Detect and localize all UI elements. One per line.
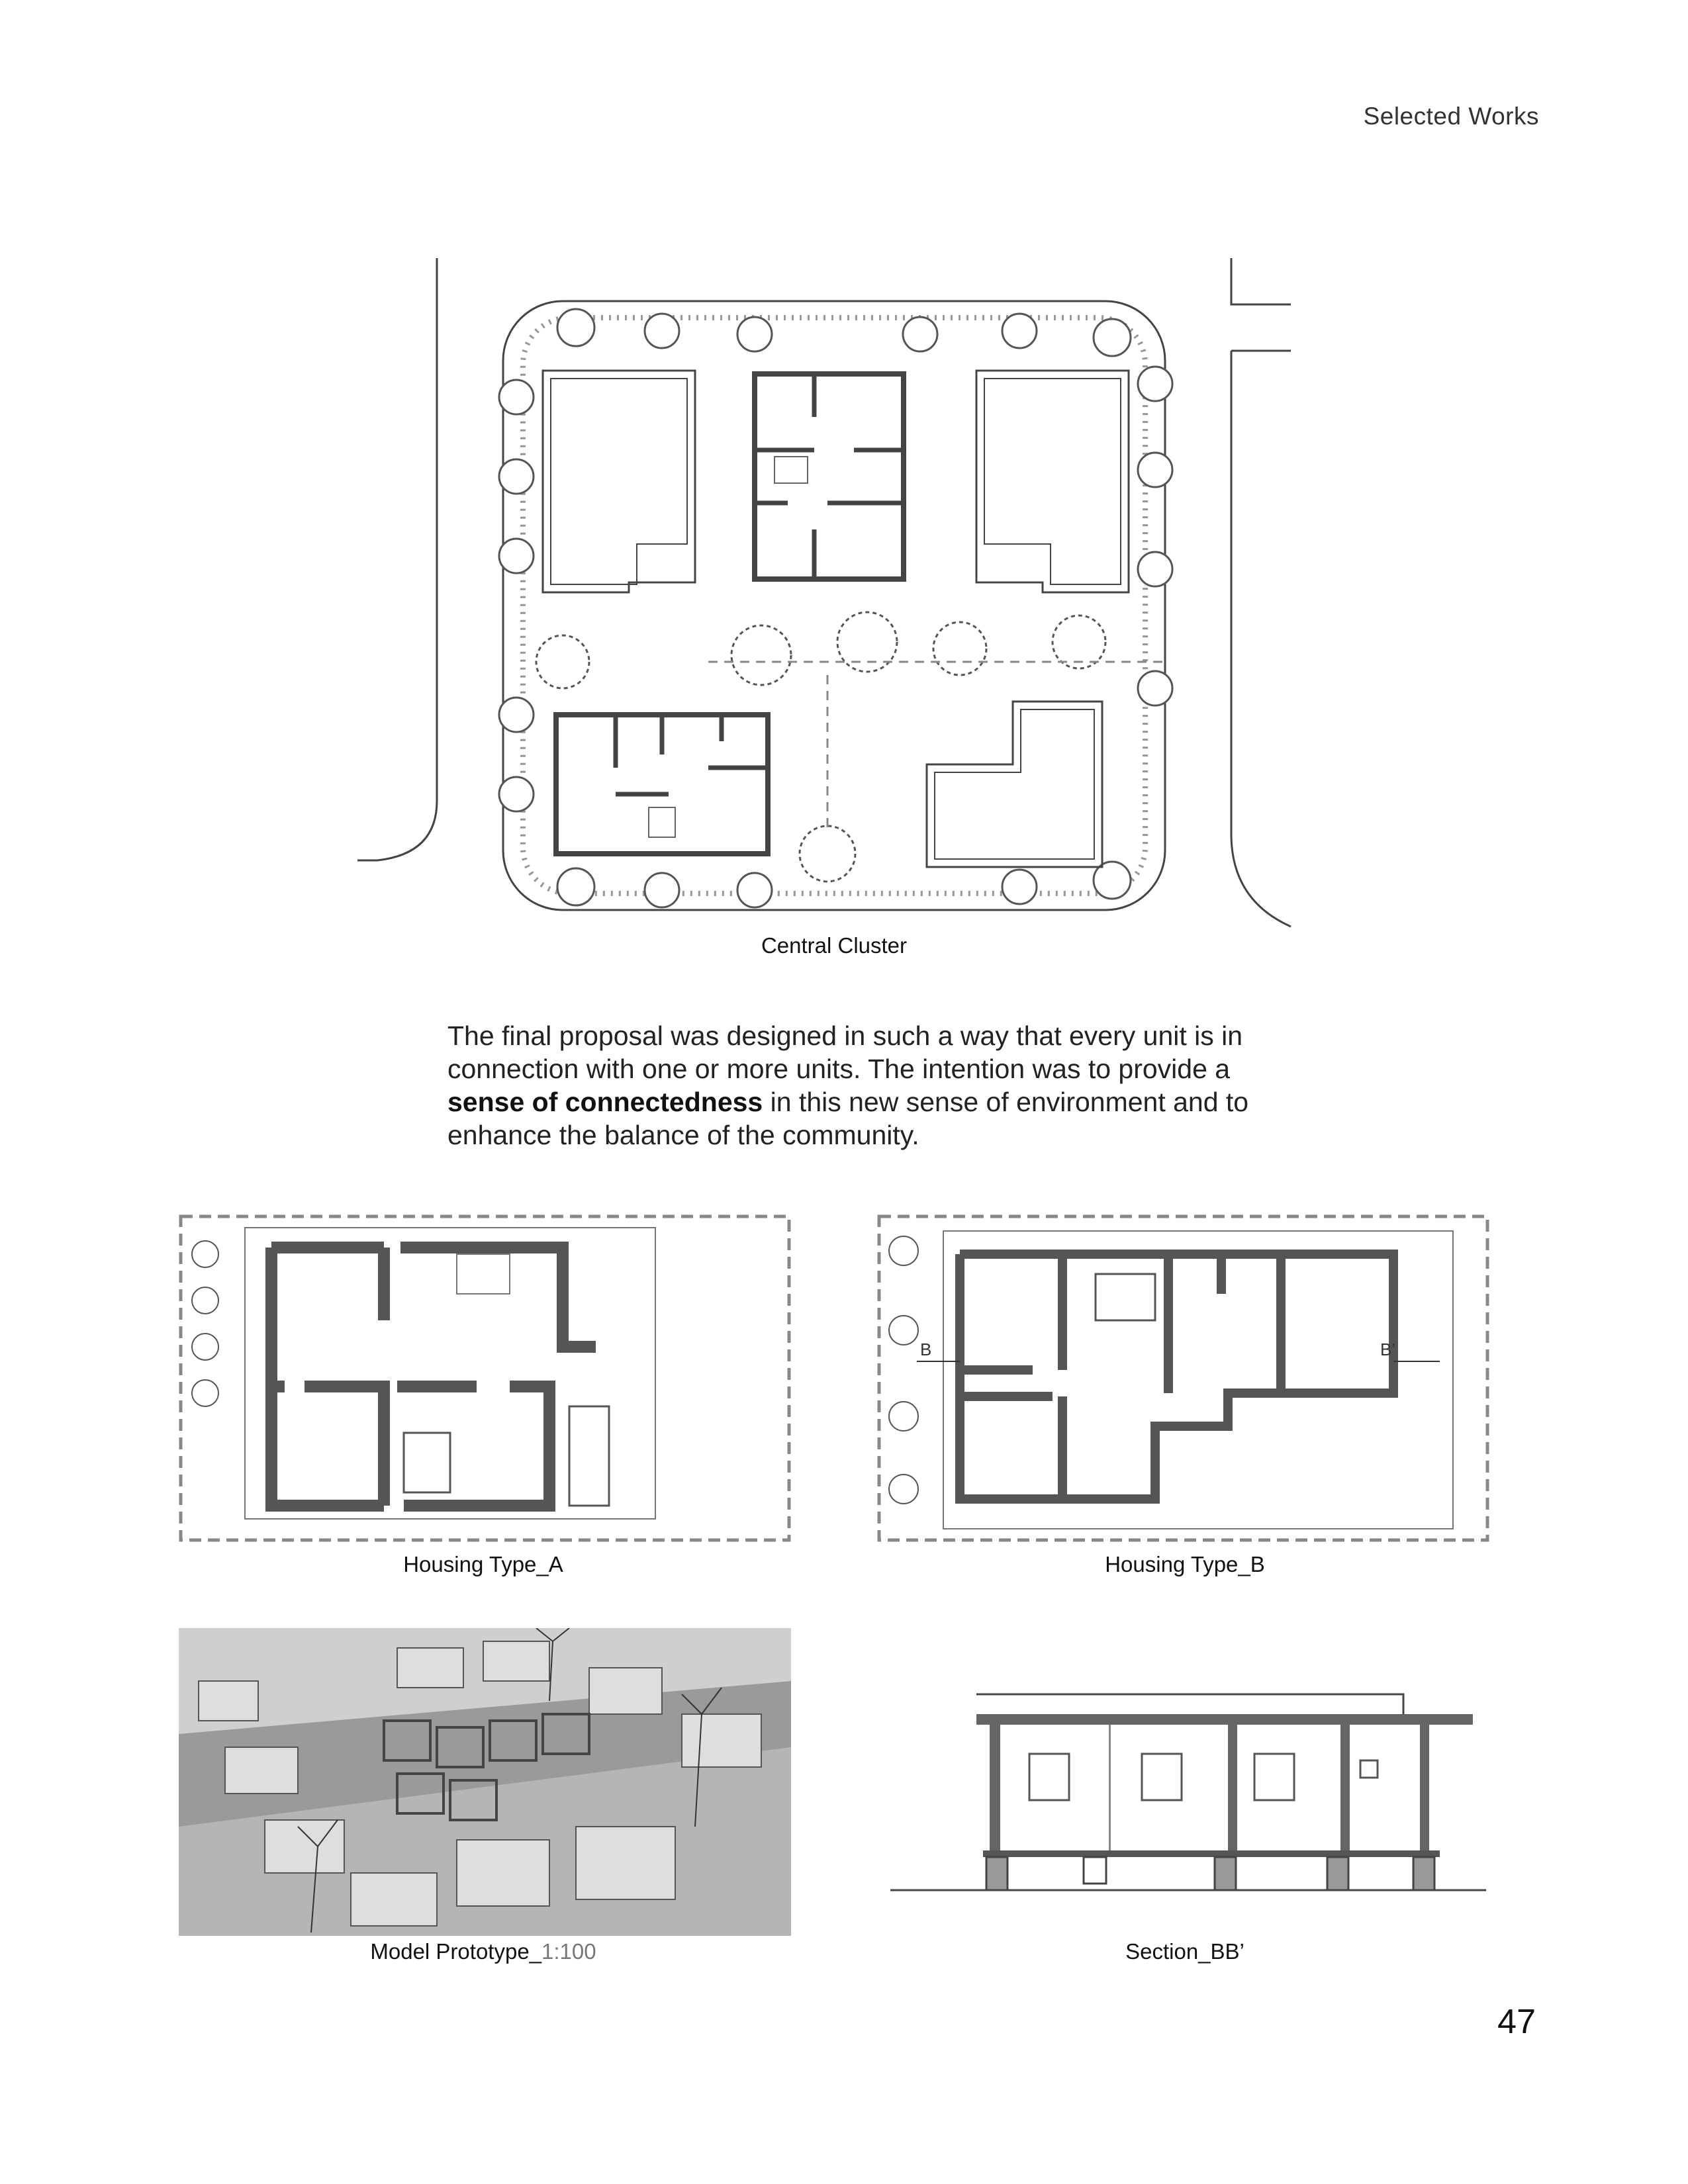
model-caption-scale: 1:100 [541,1939,596,1964]
svg-text:B: B [920,1340,932,1359]
svg-text:B’: B’ [1380,1340,1396,1359]
model-prototype-photo [179,1628,791,1936]
model-caption-main: Model Prototype_ [370,1939,542,1964]
paragraph-text-end: in this new sense of environment and to enhance the balance of the community. [447,1087,1249,1150]
housing-type-a-plan [179,1214,791,1542]
section-bb-drawing [890,1674,1499,1906]
model-prototype-caption [285,1939,682,1964]
central-cluster-caption: Central Cluster [761,933,908,958]
housing-type-a-caption: Housing Type_A [403,1552,563,1576]
section-bb-caption: Section_BB’ [1125,1939,1244,1964]
housing-type-b-plan [877,1214,1489,1542]
page-number: 47 [1497,2003,1536,2041]
body-paragraph [447,1019,1262,1152]
central-cluster-plan [351,251,1331,933]
section-header: Selected Works [1363,103,1539,130]
housing-type-b-caption: Housing Type_B [1105,1552,1265,1576]
paragraph-text-bold: sense of connectedness [447,1087,763,1117]
paragraph-text-start: The final proposal was designed in such a way that every unit is in connection with one or more units. The intention was to provide a [447,1021,1243,1084]
